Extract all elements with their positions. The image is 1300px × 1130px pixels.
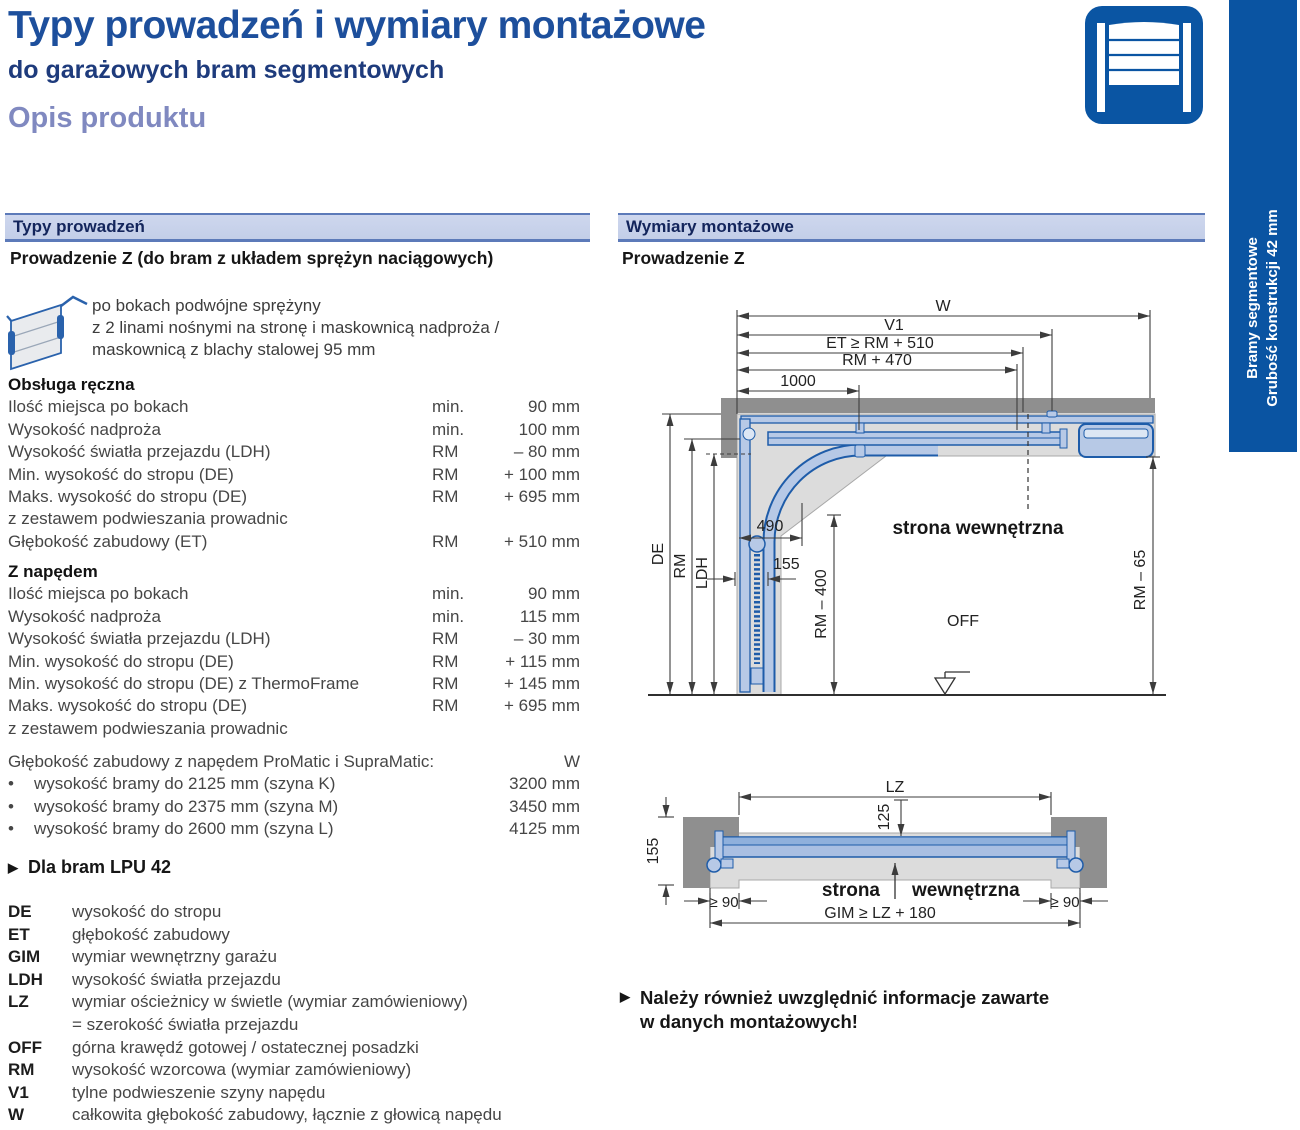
ceiling-track — [741, 416, 1153, 423]
dim-1000-label: 1000 — [780, 373, 816, 390]
row-qualifier: RM — [432, 651, 459, 671]
roller-right — [1069, 858, 1083, 872]
operator-head-detail — [1084, 429, 1148, 438]
dim-w-label: W — [935, 298, 951, 315]
legend-term: OFF — [8, 1037, 42, 1057]
legend-row — [8, 991, 568, 1014]
side-view-drawing — [618, 298, 1208, 703]
intro-line: po bokach podwójne sprężyny — [92, 296, 321, 315]
legend-desc: tylne podwieszenie szyny napędu — [72, 1082, 326, 1102]
row-qualifier: min. — [432, 606, 465, 626]
row-label: wysokość bramy do 2600 mm (szyna L) — [34, 819, 334, 839]
dim-155-label: 155 — [773, 556, 800, 573]
inner-side-word2: wewnętrzna — [912, 880, 1020, 901]
off-label: OFF — [947, 613, 979, 630]
row-label: wysokość bramy do 2125 mm (szyna K) — [34, 774, 336, 794]
row-value: + 145 mm — [503, 674, 580, 694]
row-label: Maks. wysokość do stropu (DE) — [8, 487, 248, 507]
legend-desc: głębokość zabudowy — [72, 924, 230, 944]
row-label: Wysokość nadproża — [8, 419, 161, 439]
dim-125-label: 125 — [876, 803, 893, 831]
installation-note — [620, 986, 1049, 1034]
row-value: + 510 mm — [503, 531, 580, 551]
door-with-springs-icon — [5, 293, 89, 371]
table-row — [8, 396, 580, 418]
row-qualifier: RM — [432, 629, 459, 649]
dim-155-plan-label: 155 — [645, 837, 662, 865]
table-row — [8, 583, 580, 605]
row-label: Min. wysokość do stropu (DE) z ThermoFrame — [8, 674, 360, 694]
row-qualifier: min. — [432, 584, 465, 604]
table-row — [8, 651, 580, 673]
installation-note-text — [640, 986, 1049, 1034]
row-label: Maks. wysokość do stropu (DE) — [8, 696, 248, 716]
dim-gim-label: GIM ≥ LZ + 180 — [824, 905, 936, 922]
row-value: 100 mm — [518, 419, 580, 439]
row-label: z zestawem podwieszania prowadnic — [8, 509, 288, 529]
row-qualifier: RM — [432, 442, 459, 462]
table-row — [8, 606, 580, 628]
depth-heading: Głębokość zabudowy z napędem ProMatic i SupraMatic: — [8, 752, 435, 771]
intro-text — [92, 295, 592, 361]
legend-row — [8, 1014, 568, 1037]
dim-et-label: ET ≥ RM + 510 — [826, 335, 934, 352]
table-row — [8, 486, 580, 508]
inner-side-word1: strona — [821, 880, 880, 901]
row-value: – 80 mm — [513, 442, 580, 462]
bracket-right — [1057, 859, 1069, 868]
table-row — [8, 531, 580, 553]
page-subtitle: do garażowych bram segmentowych — [8, 56, 445, 84]
legend-row — [8, 1059, 568, 1082]
legend-row — [8, 1037, 568, 1060]
legend-term: DE — [8, 902, 32, 921]
row-label: Ilość miejsca po bokach — [8, 397, 189, 417]
legend-desc: = szerokość światła przejazdu — [72, 1014, 299, 1034]
row-value — [488, 508, 580, 530]
dim-ge90-right-label: ≥ 90 — [1050, 894, 1080, 911]
rail-end-cap — [1060, 429, 1067, 448]
row-qualifier: RM — [432, 487, 459, 507]
legend-term: GIM — [8, 947, 41, 967]
bullet: • — [8, 796, 14, 816]
row-qualifier — [432, 718, 488, 740]
legend-term: RM — [8, 1060, 35, 1080]
row-label: Wysokość nadproża — [8, 606, 161, 626]
sectional-door-icon — [1085, 6, 1203, 126]
arrow-right-icon: ▶ — [8, 859, 18, 875]
row-value: + 695 mm — [503, 487, 580, 507]
table-row — [8, 508, 580, 530]
legend-row — [8, 969, 568, 992]
row-label: Min. wysokość do stropu (DE) — [8, 651, 234, 671]
door-panel-top — [722, 837, 1068, 845]
rail-pendant — [855, 445, 865, 457]
dim-ge90-left-label: ≥ 90 — [709, 894, 739, 911]
legend-desc: wysokość światła przejazdu — [72, 969, 281, 989]
powered-operation-table — [8, 561, 580, 740]
row-label: Wysokość światła przejazdu (LDH) — [8, 442, 271, 462]
page-title: Typy prowadzeń i wymiary montażowe — [8, 4, 706, 47]
row-qualifier: min. — [432, 419, 465, 439]
legend-desc: wymiar wewnętrzny garażu — [72, 947, 278, 967]
legend-desc: wysokość do stropu — [72, 902, 222, 921]
dim-rm400-label: RM – 400 — [813, 569, 830, 639]
legend-row — [8, 901, 568, 924]
bullet: • — [8, 819, 14, 839]
legend-term: LDH — [8, 969, 43, 989]
inner-side-label: strona wewnętrzna — [892, 518, 1064, 539]
row-label: Wysokość światła przejazdu (LDH) — [8, 629, 271, 649]
row-label: Min. wysokość do stropu (DE) — [8, 464, 234, 484]
row-value: – 30 mm — [513, 629, 580, 649]
note-line1: Należy również uwzględnić informacje zawarte — [640, 987, 1050, 1008]
intro-line: maskownicą z blachy stalowej 95 mm — [92, 339, 376, 359]
row-value: 115 mm — [519, 606, 580, 626]
table-row — [8, 628, 580, 650]
intro-line: z 2 linami nośnymi na stronę i maskownicą nadproża / — [92, 317, 500, 337]
dim-ldh-label: LDH — [694, 556, 711, 590]
legend-desc: górna krawędź gotowej / ostatecznej posadzki — [72, 1037, 419, 1057]
right-section-bar: Wymiary montażowe — [618, 213, 1205, 242]
abbreviation-legend — [8, 901, 568, 1127]
row-label: z zestawem podwieszania prowadnic — [8, 718, 288, 738]
dim-rm-label: RM — [672, 553, 689, 579]
row-qualifier: RM — [432, 531, 459, 551]
manual-operation-table — [8, 374, 580, 553]
legend-row — [8, 946, 568, 969]
vertical-tab-line2: Grubość konstrukcji 42 mm — [1264, 209, 1281, 407]
section-heading: Opis produktu — [8, 102, 207, 134]
depth-row — [8, 818, 580, 840]
row-label: wysokość bramy do 2375 mm (szyna M) — [34, 796, 339, 816]
legend-row — [8, 1082, 568, 1105]
ceiling-slab — [721, 398, 1155, 413]
depth-unit: W — [563, 752, 580, 771]
row-value: + 100 mm — [503, 464, 580, 484]
lpu-note-text: Dla bram LPU 42 — [28, 857, 172, 877]
rail-hanger — [856, 423, 864, 433]
legend-term: ET — [8, 924, 30, 944]
legend-desc: wysokość wzorcowa (wymiar zamówieniowy) — [72, 1060, 412, 1080]
row-qualifier: RM — [432, 674, 459, 694]
table-heading: Z napędem — [8, 562, 98, 581]
row-qualifier — [432, 508, 488, 530]
left-section-bar: Typy prowadzeń — [5, 213, 590, 242]
row-qualifier: min. — [432, 397, 465, 417]
floor-level-icon — [935, 678, 955, 694]
row-label: Ilość miejsca po bokach — [8, 584, 189, 604]
lintel — [721, 398, 737, 458]
row-value — [488, 718, 580, 740]
row-label: Głębokość zabudowy (ET) — [8, 531, 208, 551]
legend-term: W — [8, 1105, 25, 1125]
legend-desc: wymiar ościeżnicy w świetle (wymiar zamówieniowy) — [72, 992, 468, 1012]
arrow-right-icon: ▶ — [620, 989, 630, 1004]
table-row — [8, 718, 580, 740]
vertical-register-tab — [1229, 0, 1297, 452]
table-row — [8, 419, 580, 441]
door-leaf — [740, 419, 750, 692]
table-row — [8, 464, 580, 486]
operator-depth-list — [8, 751, 580, 841]
lpu-note — [8, 857, 171, 878]
rail-hanger — [1042, 423, 1050, 433]
row-qualifier: RM — [432, 464, 459, 484]
right-subheading: Prowadzenie Z — [622, 248, 745, 268]
vertical-tab-text — [1229, 82, 1297, 534]
cable-drum — [743, 428, 755, 440]
row-value: 4125 mm — [509, 819, 580, 839]
table-row — [8, 673, 580, 695]
bracket-left — [721, 859, 733, 868]
row-qualifier: RM — [432, 696, 459, 716]
dim-rm470-label: RM + 470 — [842, 352, 912, 369]
dim-v1-label: V1 — [884, 317, 904, 334]
dim-rm65-label: RM – 65 — [1132, 549, 1149, 611]
roller-left — [707, 858, 721, 872]
legend-term: LZ — [8, 992, 29, 1012]
legend-term — [8, 1014, 72, 1037]
bullet: • — [8, 774, 14, 794]
plan-view-drawing — [618, 755, 1208, 980]
row-value: 90 mm — [528, 584, 580, 604]
row-value: 90 mm — [528, 397, 580, 417]
table-row — [8, 695, 580, 717]
row-value: 3200 mm — [509, 774, 580, 794]
depth-row — [8, 773, 580, 795]
table-heading: Obsługa ręczna — [8, 375, 135, 394]
row-value: + 115 mm — [505, 651, 580, 671]
dim-490-label: 490 — [756, 518, 784, 535]
dim-de-label: DE — [650, 542, 667, 566]
legend-row — [8, 924, 568, 947]
legend-desc: całkowita głębokość zabudowy, łącznie z głowicą napędu — [72, 1105, 502, 1125]
vertical-tab-line1: Bramy segmentowe — [1243, 237, 1261, 379]
depth-heading-row — [8, 751, 580, 773]
note-line2: w danych montażowych! — [640, 1011, 858, 1033]
bottom-bracket — [751, 668, 763, 684]
table-row — [8, 441, 580, 463]
dim-lz-label: LZ — [885, 779, 905, 796]
left-subheading: Prowadzenie Z (do bram z układem sprężyn naciągowych) — [10, 248, 494, 268]
legend-row — [8, 1104, 568, 1127]
row-value: 3450 mm — [509, 796, 580, 816]
rear-suspension-bracket — [1047, 411, 1057, 417]
depth-row — [8, 796, 580, 818]
row-value: + 695 mm — [503, 696, 580, 716]
legend-term: V1 — [8, 1082, 29, 1102]
